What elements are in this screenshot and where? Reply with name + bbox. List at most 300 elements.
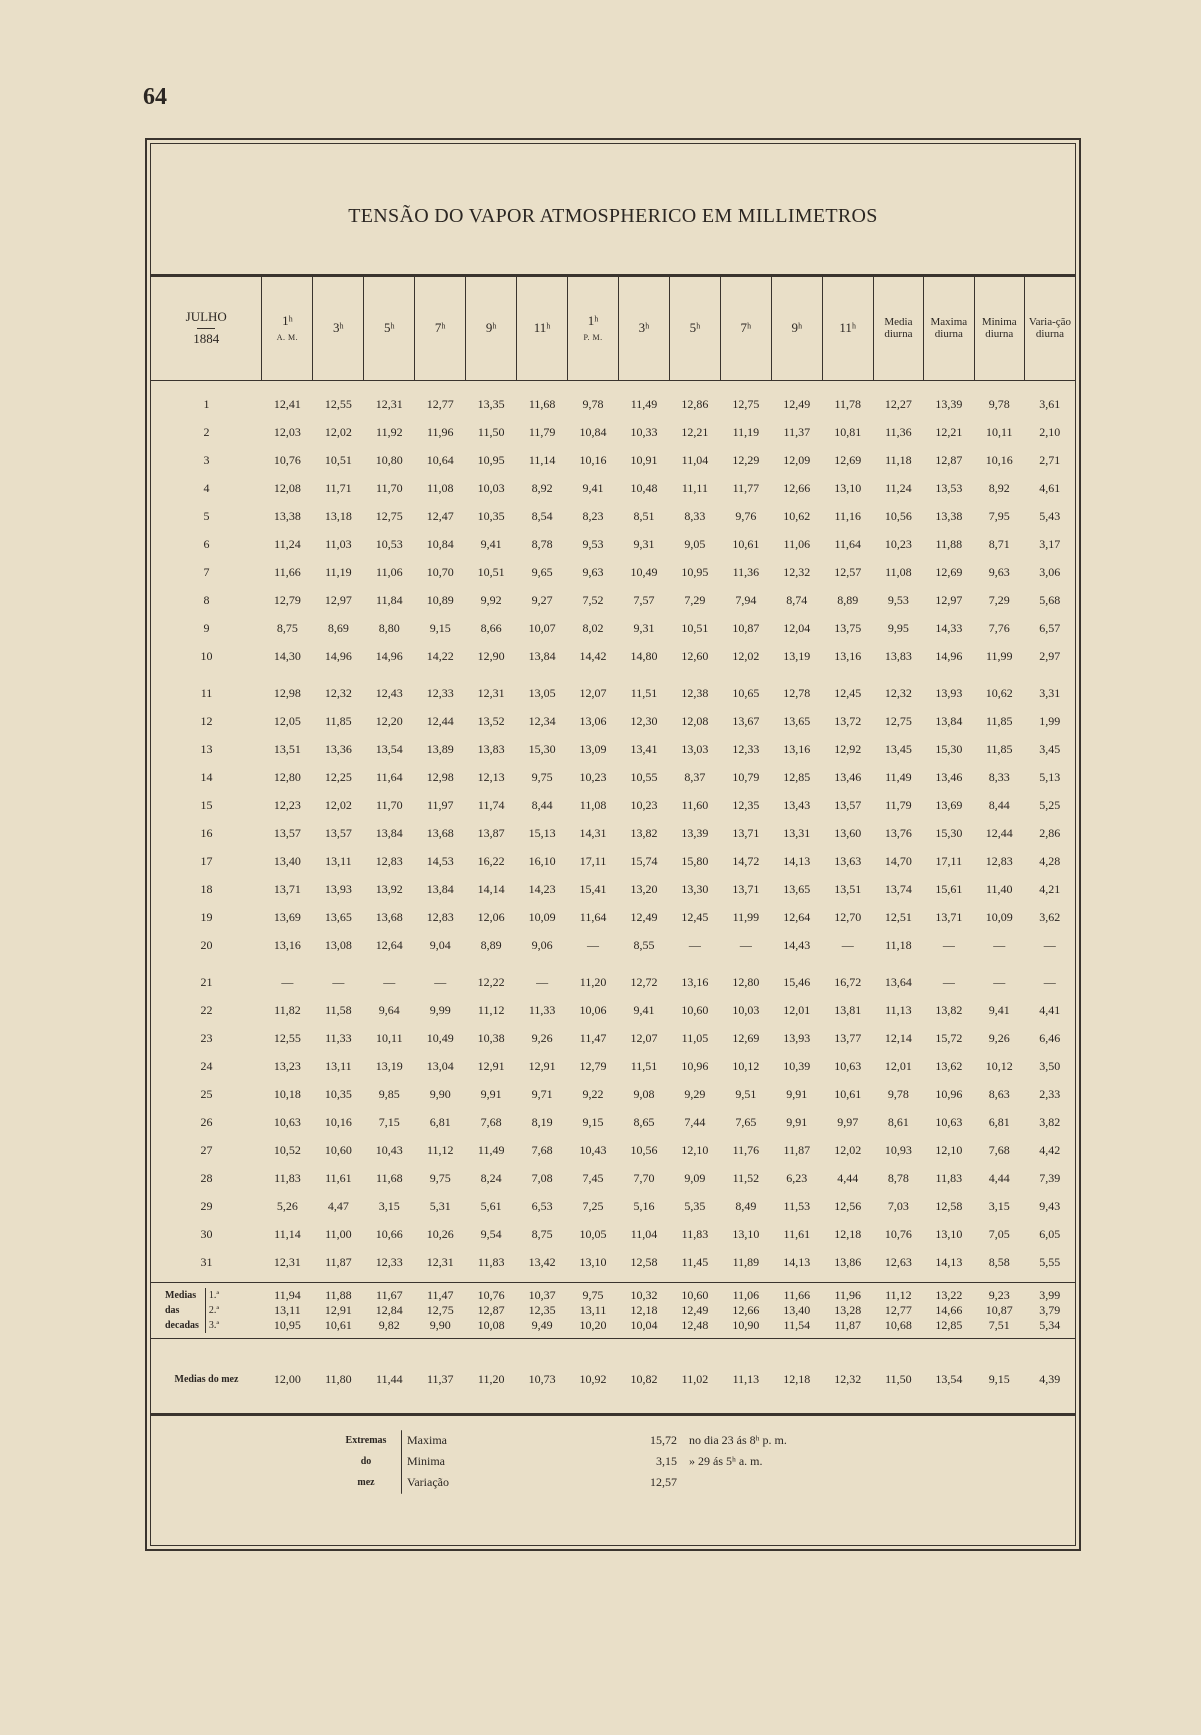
value-cell: 13,10 bbox=[732, 1226, 760, 1241]
column-header bbox=[262, 277, 313, 381]
table-row bbox=[151, 968, 1075, 996]
column-label: 3ʰ bbox=[333, 320, 344, 336]
table-row bbox=[151, 847, 1075, 875]
value-cell: 13,84 bbox=[426, 881, 454, 896]
value-cell: 13,45 bbox=[884, 741, 912, 756]
value-cell: 12,72 bbox=[630, 974, 658, 989]
decade-value: 11,94 bbox=[274, 1288, 301, 1302]
value-cell: 8,54 bbox=[531, 508, 553, 523]
value-cell: 11,53 bbox=[783, 1198, 811, 1213]
table-row bbox=[151, 1136, 1075, 1164]
table-body bbox=[151, 381, 1075, 1415]
value-cell: 9,75 bbox=[429, 1170, 451, 1185]
column-sublabel: A. M. bbox=[276, 333, 299, 343]
value-cell: 10,61 bbox=[834, 1086, 862, 1101]
table-title: TENSÃO DO VAPOR ATMOSPHERICO EM MILLIMETROS bbox=[348, 204, 878, 227]
value-cell: 8,75 bbox=[276, 620, 298, 635]
value-cell: 11,60 bbox=[681, 797, 709, 812]
extreme-minima bbox=[407, 1451, 763, 1472]
value-cell: 8,74 bbox=[786, 592, 808, 607]
value-cell: 10,07 bbox=[528, 620, 556, 635]
value-cell: 12,56 bbox=[834, 1198, 862, 1213]
value-cell: 13,41 bbox=[630, 741, 658, 756]
extreme-name: Variação bbox=[407, 1475, 449, 1489]
value-cell: 12,41 bbox=[273, 396, 301, 411]
value-cell: 15,30 bbox=[935, 825, 963, 840]
decade-value: 10,61 bbox=[324, 1318, 352, 1332]
value-cell: — bbox=[841, 937, 854, 952]
value-cell: 12,91 bbox=[528, 1058, 556, 1073]
decade-value: 12,85 bbox=[935, 1318, 963, 1332]
day-cell: 22 bbox=[200, 1002, 213, 1017]
value-cell: 14,72 bbox=[732, 853, 760, 868]
value-cell: 13,23 bbox=[273, 1058, 301, 1073]
value-cell: 10,95 bbox=[681, 564, 709, 579]
value-cell: 11,68 bbox=[528, 396, 556, 411]
value-cell: 4,28 bbox=[1039, 853, 1061, 868]
day-cell: 31 bbox=[200, 1254, 213, 1269]
day-cell: 28 bbox=[200, 1170, 213, 1185]
column-label: 11ʰ bbox=[839, 320, 857, 336]
value-cell: 12,02 bbox=[834, 1142, 862, 1157]
decade-value: 12,48 bbox=[681, 1318, 709, 1332]
value-cell: 11,79 bbox=[528, 424, 556, 439]
value-cell: 13,30 bbox=[681, 881, 709, 896]
decade-values-cell bbox=[974, 1283, 1024, 1339]
value-cell: 9,15 bbox=[429, 620, 451, 635]
decade-values-cell bbox=[364, 1283, 415, 1339]
value-cell: 8,44 bbox=[531, 797, 553, 812]
value-cell: 11,49 bbox=[477, 1142, 505, 1157]
value-cell: 10,65 bbox=[732, 685, 760, 700]
decade-value: 14,66 bbox=[935, 1303, 963, 1317]
value-cell: 11,85 bbox=[985, 741, 1013, 756]
value-cell: 9,22 bbox=[582, 1086, 604, 1101]
value-cell: 13,93 bbox=[324, 881, 352, 896]
value-cell: 11,79 bbox=[885, 797, 912, 812]
value-cell: 11,19 bbox=[732, 424, 760, 439]
value-cell: — bbox=[383, 974, 396, 989]
column-header bbox=[313, 277, 364, 381]
table-row bbox=[151, 1080, 1075, 1108]
value-cell: 12,31 bbox=[426, 1254, 454, 1269]
value-cell: 13,16 bbox=[681, 974, 709, 989]
column-label: 7ʰ bbox=[434, 320, 446, 336]
value-cell: 9,29 bbox=[684, 1086, 706, 1101]
value-cell: 10,49 bbox=[630, 564, 658, 579]
decade-value: 10,68 bbox=[884, 1318, 912, 1332]
value-cell: 10,53 bbox=[375, 536, 403, 551]
value-cell: 8,89 bbox=[480, 937, 502, 952]
value-cell: 8,66 bbox=[480, 620, 502, 635]
value-cell: 13,71 bbox=[732, 825, 760, 840]
value-cell: 2,10 bbox=[1039, 424, 1061, 439]
value-cell: 10,03 bbox=[477, 480, 505, 495]
decade-values-cell bbox=[466, 1283, 517, 1339]
month-mean-value: 9,15 bbox=[974, 1339, 1024, 1415]
month-means-row bbox=[151, 1339, 1075, 1415]
value-cell: 3,62 bbox=[1039, 909, 1061, 924]
month-mean-value: 12,32 bbox=[822, 1339, 873, 1415]
value-cell: 13,16 bbox=[273, 937, 301, 952]
value-cell: 9,78 bbox=[988, 396, 1010, 411]
value-cell: 12,06 bbox=[477, 909, 505, 924]
value-cell: 12,07 bbox=[630, 1030, 658, 1045]
value-cell: 13,81 bbox=[834, 1002, 862, 1017]
value-cell: 13,75 bbox=[834, 620, 862, 635]
value-cell: 14,42 bbox=[579, 648, 607, 663]
value-cell: 11,14 bbox=[528, 452, 556, 467]
table-row bbox=[151, 1164, 1075, 1192]
day-cell: 2 bbox=[203, 424, 210, 439]
value-cell: 11,85 bbox=[985, 713, 1013, 728]
table-row bbox=[151, 1108, 1075, 1136]
value-cell: 10,43 bbox=[375, 1142, 403, 1157]
value-cell: 13,16 bbox=[783, 741, 811, 756]
value-cell: 3,45 bbox=[1039, 741, 1061, 756]
value-cell: 13,10 bbox=[935, 1226, 963, 1241]
value-cell: 12,08 bbox=[681, 713, 709, 728]
table-row bbox=[151, 558, 1075, 586]
value-cell: 8,80 bbox=[378, 620, 400, 635]
value-cell: 14,22 bbox=[426, 648, 454, 663]
day-cell: 7 bbox=[203, 564, 210, 579]
value-cell: 10,51 bbox=[681, 620, 709, 635]
value-cell: 7,65 bbox=[735, 1114, 757, 1129]
decade-value: 11,96 bbox=[834, 1288, 862, 1302]
value-cell: 3,17 bbox=[1039, 536, 1061, 551]
table-row bbox=[151, 875, 1075, 903]
value-cell: 5,43 bbox=[1039, 508, 1061, 523]
decade-value: 3,79 bbox=[1039, 1303, 1061, 1317]
value-cell: 12,66 bbox=[783, 480, 811, 495]
month-mean-value: 12,18 bbox=[771, 1339, 822, 1415]
table-row bbox=[151, 763, 1075, 791]
value-cell: 8,37 bbox=[684, 769, 706, 784]
value-cell: 7,95 bbox=[988, 508, 1010, 523]
value-cell: 10,64 bbox=[426, 452, 454, 467]
value-cell: 12,85 bbox=[783, 769, 811, 784]
value-cell: 14,53 bbox=[426, 853, 454, 868]
decade-value: 3,99 bbox=[1039, 1288, 1061, 1302]
value-cell: 12,75 bbox=[884, 713, 912, 728]
month-mean-value: 11,02 bbox=[669, 1339, 720, 1415]
value-cell: 12,44 bbox=[426, 713, 454, 728]
value-cell: 8,49 bbox=[735, 1198, 757, 1213]
value-cell: 12,45 bbox=[681, 909, 709, 924]
value-cell: 7,25 bbox=[582, 1198, 604, 1213]
value-cell: 13,68 bbox=[375, 909, 403, 924]
value-cell: 9,51 bbox=[735, 1086, 757, 1101]
decade-value: 7,51 bbox=[988, 1318, 1010, 1332]
value-cell: 10,87 bbox=[732, 620, 760, 635]
value-cell: 4,42 bbox=[1039, 1142, 1061, 1157]
value-cell: 15,61 bbox=[935, 881, 963, 896]
table-row bbox=[151, 530, 1075, 558]
value-cell: 10,23 bbox=[630, 797, 658, 812]
decade-label-line: das bbox=[165, 1305, 180, 1316]
value-cell: 11,88 bbox=[935, 536, 963, 551]
day-cell: 20 bbox=[200, 937, 213, 952]
value-cell: 9,99 bbox=[429, 1002, 451, 1017]
value-cell: 10,51 bbox=[324, 452, 352, 467]
value-cell: 3,82 bbox=[1039, 1114, 1061, 1129]
table-row bbox=[151, 791, 1075, 819]
value-cell: 12,83 bbox=[426, 909, 454, 924]
value-cell: 14,13 bbox=[783, 1254, 811, 1269]
column-header bbox=[568, 277, 619, 381]
value-cell: 11,06 bbox=[783, 536, 811, 551]
value-cell: 11,83 bbox=[477, 1254, 505, 1269]
extreme-name: Minima bbox=[407, 1454, 445, 1468]
value-cell: 9,41 bbox=[988, 1002, 1010, 1017]
column-header bbox=[720, 277, 771, 381]
extreme-value: 12,57 bbox=[650, 1475, 677, 1489]
value-cell: 10,63 bbox=[935, 1114, 963, 1129]
value-cell: 12,27 bbox=[884, 396, 912, 411]
value-cell: 11,33 bbox=[528, 1002, 556, 1017]
decade-value: 10,76 bbox=[477, 1288, 505, 1302]
value-cell: 10,49 bbox=[426, 1030, 454, 1045]
decade-value: 9,23 bbox=[988, 1288, 1010, 1302]
decade-value: 12,91 bbox=[324, 1303, 352, 1317]
value-cell: 6,05 bbox=[1039, 1226, 1061, 1241]
value-cell: 3,31 bbox=[1039, 685, 1061, 700]
value-cell: 7,03 bbox=[887, 1198, 909, 1213]
value-cell: 11,87 bbox=[783, 1142, 811, 1157]
value-cell: 9,91 bbox=[786, 1086, 808, 1101]
value-cell: 8,92 bbox=[988, 480, 1010, 495]
value-cell: 5,35 bbox=[684, 1198, 706, 1213]
decade-means-row bbox=[151, 1283, 1075, 1339]
value-cell: 11,66 bbox=[274, 564, 301, 579]
value-cell: 13,38 bbox=[273, 508, 301, 523]
value-cell: 12,64 bbox=[375, 937, 403, 952]
column-label: 9ʰ bbox=[791, 320, 803, 336]
table-row bbox=[151, 931, 1075, 959]
value-cell: 8,33 bbox=[684, 508, 706, 523]
value-cell: 7,68 bbox=[531, 1142, 553, 1157]
value-cell: 15,30 bbox=[528, 741, 556, 756]
decade-values-cell bbox=[415, 1283, 466, 1339]
value-cell: 11,96 bbox=[426, 424, 454, 439]
value-cell: 12,31 bbox=[477, 685, 505, 700]
decade-value: 11,87 bbox=[834, 1318, 862, 1332]
value-cell: — bbox=[993, 937, 1006, 952]
value-cell: 10,93 bbox=[884, 1142, 912, 1157]
value-cell: 8,23 bbox=[582, 508, 604, 523]
value-cell: 12,98 bbox=[273, 685, 301, 700]
decade-value: 5,34 bbox=[1039, 1318, 1061, 1332]
value-cell: 9,78 bbox=[582, 396, 604, 411]
table-row bbox=[151, 1024, 1075, 1052]
value-cell: 13,04 bbox=[426, 1058, 454, 1073]
value-cell: 6,53 bbox=[531, 1198, 553, 1213]
value-cell: 7,45 bbox=[582, 1170, 604, 1185]
value-cell: 13,65 bbox=[783, 713, 811, 728]
value-cell: 4,21 bbox=[1039, 881, 1061, 896]
decade-values-cell bbox=[313, 1283, 364, 1339]
value-cell: 5,13 bbox=[1039, 769, 1061, 784]
value-cell: — bbox=[993, 974, 1006, 989]
value-cell: 8,92 bbox=[531, 480, 553, 495]
decade-value: 10,90 bbox=[732, 1318, 760, 1332]
value-cell: 10,60 bbox=[681, 1002, 709, 1017]
value-cell: 11,08 bbox=[426, 480, 454, 495]
extreme-name: Maxima bbox=[407, 1433, 447, 1447]
value-cell: 10,96 bbox=[935, 1086, 963, 1101]
value-cell: 12,69 bbox=[935, 564, 963, 579]
value-cell: 11,08 bbox=[579, 797, 607, 812]
value-cell: 13,51 bbox=[273, 741, 301, 756]
value-cell: 9,26 bbox=[531, 1030, 553, 1045]
month-mean-value: 11,20 bbox=[466, 1339, 517, 1415]
value-cell: 7,70 bbox=[633, 1170, 655, 1185]
value-cell: 13,46 bbox=[935, 769, 963, 784]
decade-value: 12,49 bbox=[681, 1303, 709, 1317]
value-cell: 13,64 bbox=[884, 974, 912, 989]
value-cell: 10,84 bbox=[426, 536, 454, 551]
decade-value: 10,60 bbox=[681, 1288, 709, 1302]
value-cell: 10,55 bbox=[630, 769, 658, 784]
value-cell: 8,33 bbox=[988, 769, 1010, 784]
value-cell: 5,31 bbox=[429, 1198, 451, 1213]
value-cell: 13,53 bbox=[935, 480, 963, 495]
value-cell: 11,12 bbox=[426, 1142, 454, 1157]
value-cell: 9,41 bbox=[582, 480, 604, 495]
value-cell: 10,76 bbox=[273, 452, 301, 467]
value-cell: 9,54 bbox=[480, 1226, 502, 1241]
value-cell: 11,12 bbox=[477, 1002, 505, 1017]
value-cell: 14,13 bbox=[783, 853, 811, 868]
column-label: 3ʰ bbox=[638, 320, 650, 336]
value-cell: 9,53 bbox=[887, 592, 909, 607]
month-mean-value: 11,50 bbox=[873, 1339, 923, 1415]
value-cell: 7,68 bbox=[480, 1114, 502, 1129]
day-cell: 21 bbox=[200, 974, 213, 989]
month-mean-value: 10,73 bbox=[517, 1339, 568, 1415]
decade-value: 9,82 bbox=[378, 1318, 400, 1332]
value-cell: 13,57 bbox=[324, 825, 352, 840]
column-header bbox=[364, 277, 415, 381]
value-cell: 9,27 bbox=[531, 592, 553, 607]
table-row bbox=[151, 679, 1075, 707]
value-cell: 14,96 bbox=[324, 648, 352, 663]
value-cell: 16,72 bbox=[834, 974, 862, 989]
value-cell: 12,79 bbox=[273, 592, 301, 607]
table-row bbox=[151, 1192, 1075, 1220]
value-cell: 11,77 bbox=[732, 480, 760, 495]
decade-values-cell bbox=[517, 1283, 568, 1339]
value-cell: 2,33 bbox=[1039, 1086, 1061, 1101]
day-cell: 1 bbox=[203, 396, 210, 411]
value-cell: 9,97 bbox=[837, 1114, 859, 1129]
month-mean-value: 10,92 bbox=[568, 1339, 619, 1415]
table-row bbox=[151, 502, 1075, 530]
table-row bbox=[151, 586, 1075, 614]
value-cell: 9,06 bbox=[531, 937, 553, 952]
value-cell: 13,19 bbox=[783, 648, 811, 663]
value-cell: 13,18 bbox=[324, 508, 352, 523]
day-cell: 11 bbox=[200, 685, 213, 700]
value-cell: 7,39 bbox=[1039, 1170, 1061, 1185]
value-cell: 14,23 bbox=[528, 881, 556, 896]
value-cell: 11,49 bbox=[630, 396, 658, 411]
value-cell: 9,41 bbox=[480, 536, 502, 551]
value-cell: 7,08 bbox=[531, 1170, 553, 1185]
value-cell: 3,06 bbox=[1039, 564, 1061, 579]
column-label: 9ʰ bbox=[485, 320, 497, 336]
decade-value: 12,18 bbox=[630, 1303, 658, 1317]
value-cell: 8,71 bbox=[988, 536, 1010, 551]
value-cell: 12,80 bbox=[732, 974, 760, 989]
value-cell: 9,92 bbox=[480, 592, 502, 607]
value-cell: 12,77 bbox=[426, 396, 454, 411]
value-cell: 9,75 bbox=[531, 769, 553, 784]
decade-value: 9,49 bbox=[531, 1318, 553, 1332]
extreme-value: 15,72 bbox=[650, 1433, 677, 1447]
table-frame bbox=[150, 143, 1076, 1546]
value-cell: 9,08 bbox=[633, 1086, 655, 1101]
value-cell: 11,68 bbox=[376, 1170, 403, 1185]
day-cell: 3 bbox=[203, 452, 210, 467]
value-cell: 11,83 bbox=[935, 1170, 963, 1185]
day-cell: 12 bbox=[200, 713, 213, 728]
value-cell: 11,04 bbox=[630, 1226, 658, 1241]
column-header bbox=[415, 277, 466, 381]
extremes-label: Extremas do mez bbox=[345, 1435, 387, 1488]
value-cell: 13,72 bbox=[834, 713, 862, 728]
value-cell: 6,46 bbox=[1039, 1030, 1061, 1045]
decade-values-cell bbox=[720, 1283, 771, 1339]
value-cell: 10,95 bbox=[477, 452, 505, 467]
value-cell: 13,93 bbox=[935, 685, 963, 700]
value-cell: 11,71 bbox=[325, 480, 352, 495]
value-cell: 12,80 bbox=[273, 769, 301, 784]
value-cell: 10,35 bbox=[324, 1086, 352, 1101]
value-cell: 1,99 bbox=[1039, 713, 1061, 728]
day-cell: 23 bbox=[200, 1030, 213, 1045]
value-cell: 11,08 bbox=[885, 564, 912, 579]
value-cell: 12,02 bbox=[732, 648, 760, 663]
value-cell: 10,66 bbox=[375, 1226, 403, 1241]
value-cell: 13,57 bbox=[273, 825, 301, 840]
table-row bbox=[151, 642, 1075, 670]
value-cell: 14,80 bbox=[630, 648, 658, 663]
value-cell: 11,19 bbox=[325, 564, 352, 579]
value-cell: 13,08 bbox=[324, 937, 352, 952]
value-cell: 13,82 bbox=[935, 1002, 963, 1017]
title-box bbox=[151, 144, 1075, 277]
value-cell: 13,77 bbox=[834, 1030, 862, 1045]
value-cell: 10,80 bbox=[375, 452, 403, 467]
value-cell: 11,13 bbox=[885, 1002, 912, 1017]
value-cell: 8,61 bbox=[887, 1114, 909, 1129]
value-cell: 13,93 bbox=[783, 1030, 811, 1045]
value-cell: 13,20 bbox=[630, 881, 658, 896]
value-cell: 12,58 bbox=[630, 1254, 658, 1269]
decade-number: 2.ª bbox=[208, 1305, 220, 1316]
value-cell: 11,00 bbox=[325, 1226, 352, 1241]
day-cell: 19 bbox=[200, 909, 213, 924]
value-cell: 9,53 bbox=[582, 536, 604, 551]
column-label: 5ʰ bbox=[689, 320, 701, 336]
value-cell: 12,34 bbox=[528, 713, 556, 728]
value-cell: 10,81 bbox=[834, 424, 862, 439]
value-cell: 10,96 bbox=[681, 1058, 709, 1073]
month-name: JULHO bbox=[185, 309, 227, 325]
value-cell: 12,57 bbox=[834, 564, 862, 579]
